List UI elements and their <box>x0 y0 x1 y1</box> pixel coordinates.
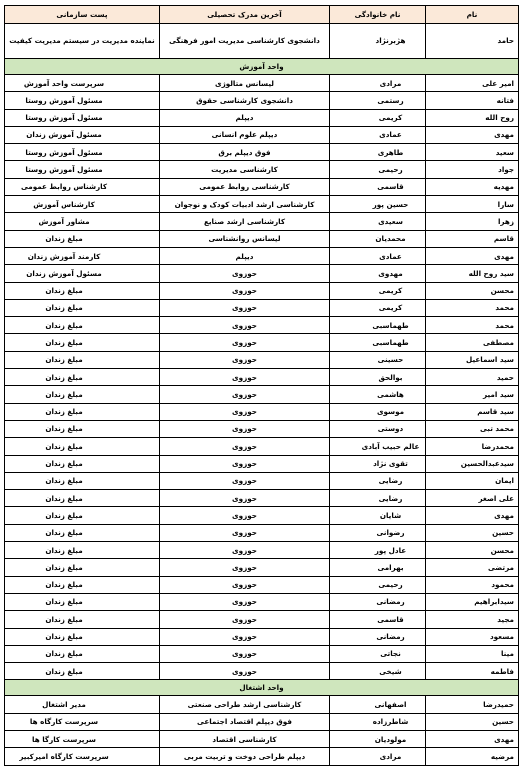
cell-degree: کارشناسی ارشد صنایع <box>160 213 330 230</box>
cell-position: مبلغ زندان <box>5 472 160 489</box>
cell-first-name: روح الله <box>426 109 519 126</box>
cell-first-name: حمیدرضا <box>426 696 519 713</box>
section-title: واحد اشتغال <box>5 680 519 696</box>
cell-degree: حوزوی <box>160 265 330 282</box>
table-row <box>5 75 519 92</box>
cell-last-name: عالم حبیب آبادی <box>330 438 426 455</box>
table-row <box>5 438 519 455</box>
table-row <box>5 386 519 403</box>
cell-first-name: حسین <box>426 713 519 730</box>
cell-position: مدیر اشتغال <box>5 696 160 713</box>
cell-first-name: فتانه <box>426 92 519 109</box>
cell-degree: حوزوی <box>160 645 330 662</box>
cell-last-name: طهماسبی <box>330 334 426 351</box>
cell-degree: لیسانس روانشناسی <box>160 230 330 247</box>
cell-first-name: مهدی <box>426 247 519 264</box>
cell-last-name: قاسمی <box>330 611 426 628</box>
table-row <box>5 542 519 559</box>
cell-last-name: بوالحق <box>330 369 426 386</box>
cell-last-name: عمادی <box>330 247 426 264</box>
cell-position: مبلغ زندان <box>5 369 160 386</box>
cell-degree: حوزوی <box>160 386 330 403</box>
cell-degree: حوزوی <box>160 611 330 628</box>
cell-degree: کارشناسی ارشد طراحی صنعتی <box>160 696 330 713</box>
cell-position: نماینده مدیریت در سیستم مدیریت کیفیت <box>5 24 160 59</box>
cell-first-name: سید امیر <box>426 386 519 403</box>
cell-last-name: نجاتی <box>330 645 426 662</box>
table-row <box>5 282 519 299</box>
cell-position: سرپرست کارگا ها <box>5 730 160 747</box>
cell-last-name: عادل پور <box>330 542 426 559</box>
table-row <box>5 420 519 437</box>
table-row <box>5 490 519 507</box>
cell-degree: حوزوی <box>160 542 330 559</box>
table-row <box>5 299 519 316</box>
table-row <box>5 196 519 213</box>
cell-first-name: سارا <box>426 196 519 213</box>
table-row <box>5 472 519 489</box>
cell-position: مبلغ زندان <box>5 386 160 403</box>
cell-position: مبلغ زندان <box>5 317 160 334</box>
table-row <box>5 24 519 59</box>
header-first-name: نام <box>426 6 519 24</box>
cell-last-name: سعیدی <box>330 213 426 230</box>
cell-last-name: شایان <box>330 507 426 524</box>
table-row <box>5 92 519 109</box>
cell-degree: کارشناسی مدیریت <box>160 161 330 178</box>
cell-degree: دیپلم علوم انسانی <box>160 126 330 143</box>
cell-last-name: شیخی <box>330 663 426 680</box>
cell-degree: حوزوی <box>160 299 330 316</box>
cell-position: کارمند آموزش زندان <box>5 247 160 264</box>
table-row <box>5 663 519 680</box>
cell-last-name: مرادی <box>330 75 426 92</box>
cell-last-name: محمدیان <box>330 230 426 247</box>
cell-position: مبلغ زندان <box>5 282 160 299</box>
cell-position: کارشناس آموزش <box>5 196 160 213</box>
cell-degree: فوق دیپلم برق <box>160 144 330 161</box>
cell-position: مبلغ زندان <box>5 299 160 316</box>
cell-last-name: اصفهانی <box>330 696 426 713</box>
cell-degree: حوزوی <box>160 455 330 472</box>
header-last-name: نام خانوادگی <box>330 6 426 24</box>
cell-last-name: شاطرزاده <box>330 713 426 730</box>
cell-first-name: ایمان <box>426 472 519 489</box>
header-row <box>5 6 519 24</box>
cell-last-name: بهرامی <box>330 559 426 576</box>
cell-degree: حوزوی <box>160 369 330 386</box>
table-row <box>5 144 519 161</box>
cell-last-name: مرادی <box>330 748 426 765</box>
cell-position: سرپرست کارگاه امیرکبیر <box>5 748 160 765</box>
cell-degree: حوزوی <box>160 351 330 368</box>
cell-first-name: علی اصغر <box>426 490 519 507</box>
cell-position: کارشناس روابط عمومی <box>5 178 160 195</box>
cell-degree: فوق دیپلم اقتصاد اجتماعی <box>160 713 330 730</box>
cell-position: مسئول آموزش زندان <box>5 126 160 143</box>
table-row <box>5 213 519 230</box>
cell-position: سرپرست واحد آموزش <box>5 75 160 92</box>
cell-first-name: محسن <box>426 282 519 299</box>
cell-position: مبلغ زندان <box>5 438 160 455</box>
cell-degree: لیسانس متالوژی <box>160 75 330 92</box>
cell-last-name: کریمی <box>330 109 426 126</box>
cell-first-name: امیر علی <box>426 75 519 92</box>
cell-first-name: فاطمه <box>426 663 519 680</box>
cell-position: مبلغ زندان <box>5 334 160 351</box>
cell-degree: حوزوی <box>160 507 330 524</box>
cell-position: مسئول آموزش روستا <box>5 144 160 161</box>
table-row <box>5 730 519 747</box>
cell-first-name: محسن <box>426 542 519 559</box>
cell-last-name: رضوانی <box>330 524 426 541</box>
cell-degree: حوزوی <box>160 282 330 299</box>
cell-first-name: مهدی <box>426 126 519 143</box>
table-row <box>5 576 519 593</box>
cell-degree: حوزوی <box>160 576 330 593</box>
table-row <box>5 334 519 351</box>
cell-first-name: جواد <box>426 161 519 178</box>
table-row <box>5 109 519 126</box>
cell-first-name: مهدیه <box>426 178 519 195</box>
cell-position: مبلغ زندان <box>5 593 160 610</box>
cell-first-name: محمود <box>426 576 519 593</box>
cell-degree: حوزوی <box>160 628 330 645</box>
table-row <box>5 351 519 368</box>
cell-degree: حوزوی <box>160 524 330 541</box>
section-header-row <box>5 59 519 75</box>
cell-position: مبلغ زندان <box>5 611 160 628</box>
cell-last-name: رحیمی <box>330 576 426 593</box>
cell-degree: دانشجوی کارشناسی مدیریت امور فرهنگی <box>160 24 330 59</box>
cell-position: مبلغ زندان <box>5 628 160 645</box>
table-row <box>5 748 519 765</box>
cell-position: مبلغ زندان <box>5 507 160 524</box>
cell-last-name: قاسمی <box>330 178 426 195</box>
cell-first-name: مرتضی <box>426 559 519 576</box>
cell-last-name: موسوی <box>330 403 426 420</box>
cell-last-name: هژبرنژاد <box>330 24 426 59</box>
cell-position: مبلغ زندان <box>5 576 160 593</box>
cell-degree: حوزوی <box>160 420 330 437</box>
cell-last-name: رضایی <box>330 490 426 507</box>
cell-position: مبلغ زندان <box>5 645 160 662</box>
cell-first-name: حمید <box>426 369 519 386</box>
table-row <box>5 611 519 628</box>
cell-degree: دیپلم <box>160 247 330 264</box>
section-header-row <box>5 680 519 696</box>
cell-degree: حوزوی <box>160 403 330 420</box>
cell-last-name: رستمی <box>330 92 426 109</box>
table-row <box>5 317 519 334</box>
staff-table <box>4 5 519 766</box>
cell-position: سرپرست کارگاه ها <box>5 713 160 730</box>
cell-degree: کارشناسی ارشد ادبیات کودک و نوجوان <box>160 196 330 213</box>
cell-first-name: سعید <box>426 144 519 161</box>
table-row <box>5 126 519 143</box>
table-row <box>5 696 519 713</box>
table-row <box>5 559 519 576</box>
cell-last-name: کریمی <box>330 282 426 299</box>
cell-position: مبلغ زندان <box>5 455 160 472</box>
cell-first-name: مجید <box>426 611 519 628</box>
cell-last-name: دوستی <box>330 420 426 437</box>
table-row <box>5 645 519 662</box>
table-row <box>5 230 519 247</box>
cell-position: مبلغ زندان <box>5 542 160 559</box>
cell-degree: حوزوی <box>160 490 330 507</box>
cell-position: مسئول آموزش روستا <box>5 161 160 178</box>
cell-degree: کارشناسی روابط عمومی <box>160 178 330 195</box>
header-position: پست سازمانی <box>5 6 160 24</box>
section-title: واحد آموزش <box>5 59 519 75</box>
table-row <box>5 247 519 264</box>
cell-position: مبلغ زندان <box>5 403 160 420</box>
cell-last-name: هاشمی <box>330 386 426 403</box>
cell-first-name: محمدرضا <box>426 438 519 455</box>
cell-last-name: مهدوی <box>330 265 426 282</box>
cell-last-name: طهماسبی <box>330 317 426 334</box>
cell-degree: دانشجوی کارشناسی حقوق <box>160 92 330 109</box>
cell-degree: حوزوی <box>160 334 330 351</box>
cell-last-name: رضایی <box>330 472 426 489</box>
cell-first-name: مصطفی <box>426 334 519 351</box>
cell-first-name: قاسم <box>426 230 519 247</box>
cell-degree: حوزوی <box>160 663 330 680</box>
table-row <box>5 455 519 472</box>
cell-first-name: مهدی <box>426 730 519 747</box>
cell-degree: حوزوی <box>160 438 330 455</box>
table-row <box>5 628 519 645</box>
cell-first-name: حسین <box>426 524 519 541</box>
cell-last-name: عمادی <box>330 126 426 143</box>
cell-degree: حوزوی <box>160 472 330 489</box>
cell-last-name: رمضانی <box>330 628 426 645</box>
cell-last-name: رمضانی <box>330 593 426 610</box>
cell-position: مبلغ زندان <box>5 490 160 507</box>
cell-position: مبلغ زندان <box>5 559 160 576</box>
table-body <box>5 24 519 766</box>
cell-position: مشاور آموزش <box>5 213 160 230</box>
cell-position: مبلغ زندان <box>5 230 160 247</box>
table-row <box>5 713 519 730</box>
cell-first-name: سید اسماعیل <box>426 351 519 368</box>
table-row <box>5 265 519 282</box>
cell-last-name: حسینی <box>330 351 426 368</box>
cell-last-name: رحیمی <box>330 161 426 178</box>
cell-last-name: حسین پور <box>330 196 426 213</box>
cell-first-name: مهدی <box>426 507 519 524</box>
cell-position: مبلغ زندان <box>5 524 160 541</box>
cell-first-name: سیدعبدالحسین <box>426 455 519 472</box>
cell-first-name: مرضیه <box>426 748 519 765</box>
cell-position: مبلغ زندان <box>5 351 160 368</box>
cell-degree: حوزوی <box>160 593 330 610</box>
cell-position: مسئول آموزش زندان <box>5 265 160 282</box>
cell-last-name: طاهری <box>330 144 426 161</box>
cell-last-name: تقوی نژاد <box>330 455 426 472</box>
cell-last-name: مولودیان <box>330 730 426 747</box>
table-row <box>5 369 519 386</box>
cell-position: مسئول آموزش روستا <box>5 109 160 126</box>
table-row <box>5 593 519 610</box>
cell-degree: کارشناسی اقتصاد <box>160 730 330 747</box>
cell-first-name: سیدابراهیم <box>426 593 519 610</box>
cell-first-name: سید قاسم <box>426 403 519 420</box>
cell-first-name: محمد <box>426 317 519 334</box>
table-row <box>5 403 519 420</box>
cell-first-name: مینا <box>426 645 519 662</box>
cell-first-name: سید روح الله <box>426 265 519 282</box>
cell-degree: حوزوی <box>160 559 330 576</box>
cell-degree: حوزوی <box>160 317 330 334</box>
cell-first-name: محمد تبی <box>426 420 519 437</box>
cell-first-name: حامد <box>426 24 519 59</box>
table-row <box>5 178 519 195</box>
cell-position: مبلغ زندان <box>5 663 160 680</box>
table-row <box>5 507 519 524</box>
cell-degree: دیپلم <box>160 109 330 126</box>
cell-position: مسئول آموزش روستا <box>5 92 160 109</box>
cell-position: مبلغ زندان <box>5 420 160 437</box>
cell-first-name: زهرا <box>426 213 519 230</box>
cell-first-name: مسعود <box>426 628 519 645</box>
cell-first-name: محمد <box>426 299 519 316</box>
cell-last-name: کریمی <box>330 299 426 316</box>
header-degree: آخرین مدرک تحصیلی <box>160 6 330 24</box>
cell-degree: دیپلم طراحی دوخت و تربیت مربی <box>160 748 330 765</box>
table-row <box>5 524 519 541</box>
table-row <box>5 161 519 178</box>
